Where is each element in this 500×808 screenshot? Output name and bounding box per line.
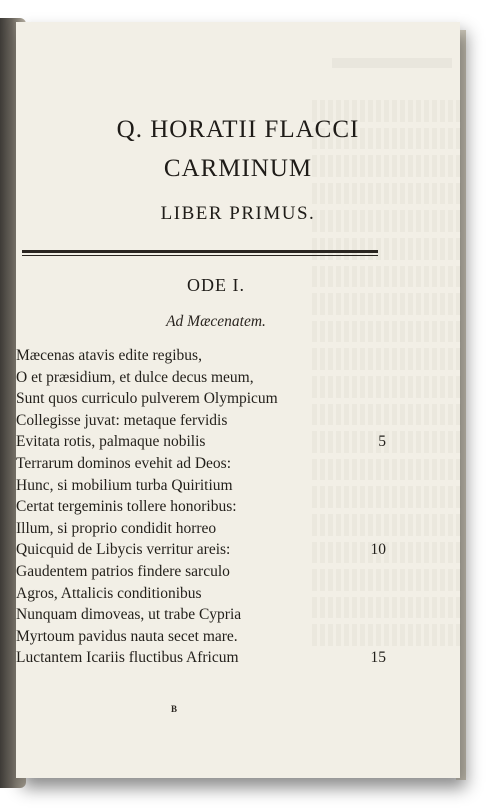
verse-line	[16, 561, 386, 583]
line-number: 10	[370, 541, 386, 559]
verse-text: Illum, si proprio condidit horreo	[16, 519, 217, 537]
verse-line	[16, 496, 386, 518]
verse-text: Sunt quos curriculo pulverem Olympicum	[16, 390, 278, 408]
verse-line	[16, 367, 386, 389]
verse-line	[16, 431, 386, 453]
signature-mark: B	[171, 704, 178, 714]
verse-text: Myrtoum pavidus nauta secet mare.	[16, 627, 238, 645]
verse-line	[16, 539, 386, 561]
verse-line	[16, 583, 386, 605]
verse-text: Evitata rotis, palmaque nobilis	[16, 433, 206, 451]
verse-text: Luctantem Icariis fluctibus Africum	[16, 649, 239, 667]
book-work-title: CARMINUM	[163, 155, 313, 182]
ode-heading: ODE I.	[187, 275, 245, 295]
verse-text: Collegisse juvat: metaque fervidis	[16, 411, 228, 429]
verse-text: Hunc, si mobilium turba Quiritium	[16, 476, 233, 494]
verse-text: Mæcenas atavis edite regibus,	[16, 347, 202, 364]
verse-line	[16, 626, 386, 648]
verse-line	[16, 410, 386, 432]
verse-text: Terrarum dominos evehit ad Deos:	[16, 454, 231, 472]
verse-block	[16, 345, 386, 669]
book-author-title: Q. HORATII FLACCI	[116, 116, 360, 143]
verse-text: Agros, Attalicis conditionibus	[16, 584, 202, 602]
verse-text: Gaudentem patrios findere sarculo	[16, 562, 230, 580]
verse-line	[16, 604, 386, 626]
verse-text: Certat tergeminis tollere honoribus:	[16, 498, 237, 516]
line-number: 15	[370, 649, 386, 667]
verse-line	[16, 345, 386, 367]
verse-line	[16, 475, 386, 497]
verse-line	[16, 388, 386, 410]
ode-dedication: Ad Mæcenatem.	[166, 313, 266, 330]
verse-text: Quicquid de Libycis verritur areis:	[16, 541, 231, 559]
verse-text: O et præsidium, et dulce decus meum,	[16, 368, 254, 386]
line-number: 5	[378, 433, 386, 451]
verse-line	[16, 647, 386, 669]
title-rule	[22, 250, 378, 253]
verse-line	[16, 453, 386, 475]
title-rule-thin	[22, 255, 378, 256]
verse-line	[16, 518, 386, 540]
book-subtitle: LIBER PRIMUS.	[160, 203, 316, 224]
verse-text: Nunquam dimoveas, ut trabe Cypria	[16, 606, 242, 624]
